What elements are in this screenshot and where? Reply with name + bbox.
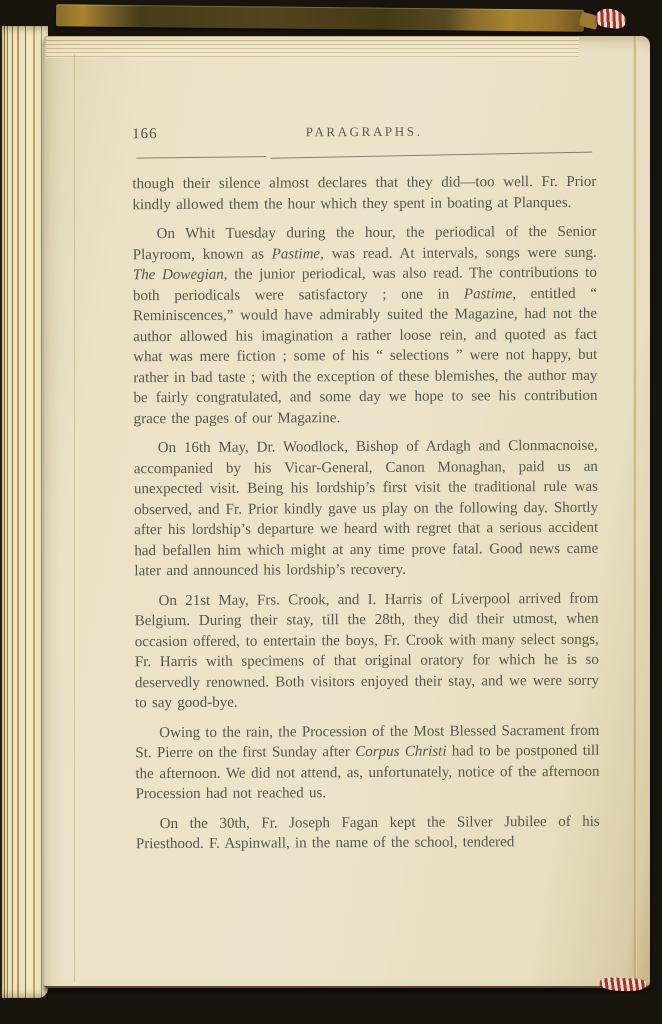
paragraph: [135, 720, 599, 804]
text-segment: On 21st May, Frs. Crook, and I. Harris of Liverpool arrived from Belgium. During their stay, till the 28th, they did their utmost, when occasion offered, to entertain the boys, Fr. Crook with many select songs, Fr. Harris with specimens of that original oratory for which he is so deservedly renowned. Both visitors enjoyed their stay, and we were sorry to say good-bye.: [134, 590, 600, 712]
italic-text: The Dowegian: [132, 266, 224, 284]
headband-bottom: [600, 977, 646, 992]
header-rule: [132, 153, 596, 159]
page: [44, 36, 650, 988]
under-leaf-edge: [74, 54, 75, 982]
page-header: [132, 123, 596, 145]
text-segment: Owing to the rain, the Procession of the Most Blessed Sacrament from St. Pierre on the first Sunday after: [135, 722, 600, 762]
text-segment: On 16th May, Dr. Woodlock, Bishop of Ardagh and Clonmacnoise, accompanied by his Vicar-General, Canon Monaghan, paid us an unexpected visit. Being his lordship’s first visit the traditional rule was observed, and Fr. Prior kindly gave us play on the following day. Shortly after his lordship’s departure we heard with regret that a serious accident had befallen him which might at any time prove fatal. Good news came later and announced his lordship’s recovery.: [133, 437, 599, 580]
text-segment: , was read. At intervals, songs were sung.: [320, 244, 597, 262]
header-rule-left-segment: [136, 156, 266, 159]
header-rule-right-segment: [270, 152, 592, 159]
italic-text: Corpus Christi: [355, 743, 447, 761]
paragraph: [133, 222, 598, 429]
headband-top: [595, 7, 627, 30]
text-block: [132, 172, 600, 855]
page-number: 166: [132, 126, 158, 143]
paragraph: [136, 811, 600, 854]
italic-text: Pastime: [271, 245, 321, 262]
italic-text: Pastime: [463, 285, 513, 302]
text-segment: though their silence almost declares that they did—too well. Fr. Prior kindly allowed them the hour which they spent in boating at Planques.: [132, 173, 597, 213]
text-segment: , entitled “ Reminiscences,” would have admirably suited the Magazine, had not the author allowed his imagination a rather loose rein, and quoted as fact what was mere fiction ; some of his “ selections ” were not happy, but rather in bad taste ; with the exception of these blemishes, the author may be fairly congratulated, and some day we hope to see his contribution grace the pages of our Magazine.: [133, 285, 598, 427]
page-edges-left: [0, 26, 48, 998]
gutter-crease: [633, 36, 637, 986]
paragraph: [135, 588, 600, 713]
running-header: PARAGRAPHS.: [305, 123, 423, 140]
printed-area: [132, 123, 600, 864]
text-segment: On the 30th, Fr. Joseph Fagan kept the Silver Jubilee of his Priesthood. F. Aspinwall, in the name of the school, tendered: [135, 813, 600, 853]
paragraph: [132, 172, 596, 215]
text-segment: On Whit Tuesday during the hour, the periodical of the Senior Playroom, known as: [132, 223, 597, 263]
text-segment: had to be postponed till the afternoon. We did not attend, as, unfortunately, notice of the afternoon Procession had not reached us.: [135, 742, 600, 803]
text-segment: , the junior periodical, was also read. The contributions to both periodicals were satisfactory ; one in: [132, 264, 597, 304]
book-cover-top-edge: [56, 4, 584, 32]
paragraph: [134, 436, 599, 582]
